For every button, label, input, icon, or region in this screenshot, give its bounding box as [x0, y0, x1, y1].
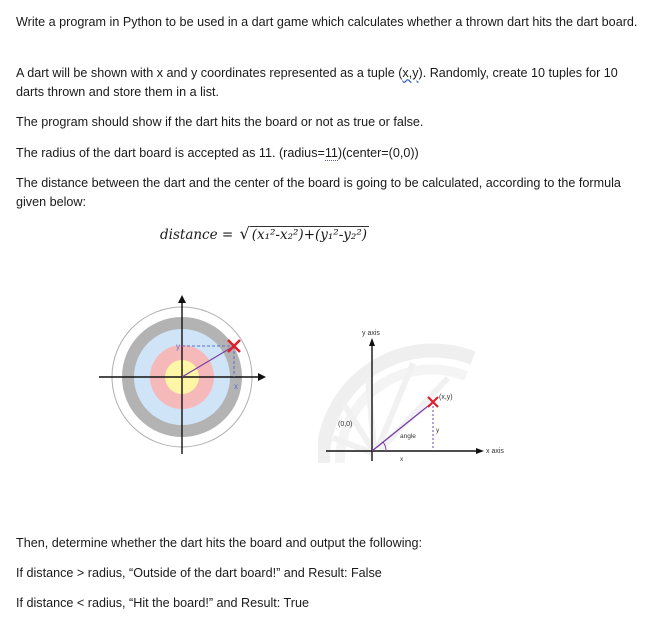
faint-board-background — [323, 350, 473, 463]
angle-label: angle — [400, 433, 416, 440]
radius-text-start: The radius of the dart board is accepted as 11. (radius= — [16, 146, 325, 160]
outside-rule: If distance > radius, “Outside of the dart board!” and Result: False — [16, 566, 382, 580]
distance-formula — [160, 224, 369, 243]
formula-lhs: distance — [160, 227, 218, 243]
true-false-paragraph: The program should show if the dart hits the board or not as true or false. — [16, 115, 424, 129]
radius-text-end: )(center=(0,0)) — [337, 146, 419, 160]
sqrt-symbol-icon: √ — [239, 224, 250, 243]
right-x-label: x — [400, 456, 404, 463]
left-y-label: y — [176, 342, 180, 351]
right-dart-marker-icon — [428, 397, 438, 407]
tuple-text-end: ). Randomly, create 10 tuples for 10 darts thrown and store them in a list. — [16, 66, 618, 99]
origin-label: (0,0) — [338, 421, 353, 428]
tuple-xy: x,y — [402, 66, 419, 80]
x-axis-label: x axis — [486, 448, 504, 455]
y-axis-arrow-icon — [178, 295, 186, 303]
formula-sqrt — [238, 224, 369, 243]
left-x-label: x — [234, 382, 238, 391]
radius-value: 11 — [324, 146, 338, 160]
y-axis-label: y axis — [362, 330, 380, 337]
radius-paragraph — [16, 144, 642, 163]
distance-paragraph: The distance between the dart and the center of the board is going to be calculated, according to the formula given below: — [16, 176, 621, 209]
right-y-label: y — [436, 427, 440, 434]
right-y-axis-arrow-icon — [369, 338, 375, 346]
tuple-paragraph — [16, 64, 642, 102]
x-axis-arrow-icon — [258, 373, 266, 381]
hit-rule: If distance < radius, “Hit the board!” and Result: True — [16, 596, 309, 610]
tuple-text-start: A dart will be shown with x and y coordinates represented as a tuple ( — [16, 66, 403, 80]
intro-paragraph: Write a program in Python to be used in a dart game which calculates whether a thrown dart hits the dart board. — [16, 15, 638, 29]
dartboard-figure — [96, 292, 271, 462]
formula-equals: = — [221, 227, 234, 243]
coordinate-figure — [318, 318, 518, 468]
right-vector-line — [372, 402, 433, 451]
point-label: (x,y) — [439, 394, 453, 401]
determine-paragraph: Then, determine whether the dart hits the board and output the following: — [16, 536, 423, 550]
formula-radicand: (x₁²-x₂²)+(y₁²-y₂²) — [251, 227, 367, 243]
right-x-axis-arrow-icon — [476, 448, 484, 454]
